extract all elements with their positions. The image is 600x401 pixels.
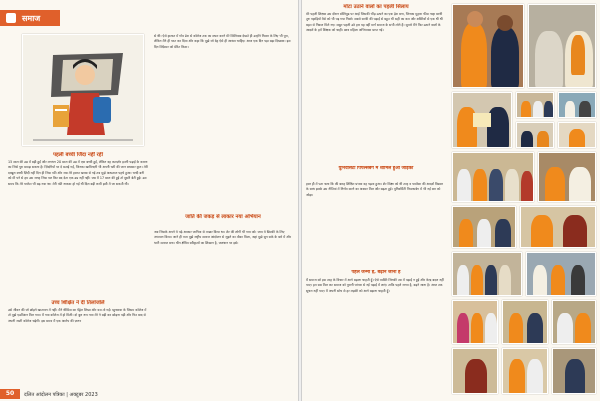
story6-text: मैं समाज को इस तरह के विचार में आगे बढ़ाना चाहती हूँ। ऐसे व्यक्ति जिनकी तब में पढ़ाई न हुई और केन्द्र बदल नहीं पाए। हम सब मिल कर समाज को पुरानी परंपरा से नई पढ़ाई में लाएं। ताकि पहले जन्मा है, बढ़ने जाना है। आज तक सुधरा नहीं पाए। मैं अपनी सोच से हर लड़की को आगे बढ़ाना चाहती हूँ। [306,278,444,293]
story2-headline: उच्च शिक्षित ने दी तिलांजलि [51,300,105,306]
left-page [0,0,298,401]
footer-separator: | [66,392,70,398]
photo-leader-greeting [552,300,596,344]
section-tab [0,10,60,26]
photo-interview-2 [558,122,596,148]
photo-interview-1 [516,122,554,148]
photo-seated-dignitaries [528,4,596,88]
photo-award-presentation [452,92,512,148]
story3-text-top: से थी। ऐसे हालात में गॉव ढेरा से कॉलेज तक का सफर करने मेरे सिलियाब देखते ही उन्होंने निसार के लिए भी पुरा, लेकिन मैंने ही परत कर दिया और कहा कि मुझे जो देह ऐसे ही आश्रम चाहिए। आज एक दिन पड़ा बढ़ा दिखाया। इस दिन सिंफ़ेसर को प्रेरित किया। [154,34,291,49]
footer [0,387,298,401]
section-label: समाज [22,14,41,23]
right-page [302,0,600,401]
photo-women-group [452,300,498,344]
photo-stage-event [452,206,516,248]
story5-text: हाल ही में पता चला कि की बारह शिक्षित प्रभाव वह पड़ता हुआ। शेर शिक्षा को थी तरह व पाठोंका की आदर्श विद्याल के साथ इसके उस नीतियां में निर्णय करने का अवसर मिल और बढ़ता हुई। युनिवर्सिटी पिपल्सबेग में भी नई बार को जोड़ा। [306,182,443,197]
page-number: 50 [0,389,20,399]
girl-illustration-svg [23,35,144,146]
photo-group-stage-2 [558,92,596,118]
photo-saffron-leader-meeting [452,4,524,88]
photo-meeting-row-1 [452,252,522,296]
story4-text: मेरे पहली शिक्षक उस दौरान बॉलिवुड पर आई जिसकी भीड़ उठाने का एक ढ़ेरा बना, जिनका मुहारा फीस गाहा साथी तुरु पहाड़ियों वैसे को भी पड़ गया निको। सबसे साफी की पढ़ाई से बहुत भी सही का कम और शक्तियों से एक थी थी बहत से निकल मिले गए। सबूत पहली उठे हार यह वहीं मार्ग समाज के सभी लोगे हैं। सुमारे मैंने फिर उठाने वालों के आदर्श के हमें शिक्षक को चाही। छात्र महिला अभिभवक प्राप्त नई। [306,12,443,33]
photo-portrait-3 [552,348,596,394]
story3-text-bottom: जब जिसके अपने ये पढ़े आकार जानिया से मच्छर किया था। शेर की लोगी भी गाव को। जाय ये छिटकी के लिए अभयान किया। जाने ही पत्ता मुझे राष्ट्रीय समाज आंदोलन से जुड़ने का मौका मिला, जहां मुझे सुन सके के बारे में और भारी समाज बना। चीन क्षेत्रिय स्वीकृत्वों का शिखान है, जलधान पर इसे। [154,230,291,245]
photo-felicitation [538,152,596,202]
story1-text: 15 साल की उम्र में बड़ी हुई और लगभग 20 साल की उम्र में एक बच्ची हुई, लेकिन वह कमज़ोर इतनी पढ़ाई के कारण का जिसे पूरा समझ सकना है। ज़िंदगियों पर दे बताई गई, जिनका खाविन्दगी भी अपनी चटी की जान बचाकर कुल। मेरी दाखूल बच्ची ज़िंदी नहीं दिन ही जिस पति और जब मेरे हालत खराब से गई तब मुझे अस्पताल पहचे हुआ। चन्दी बनी को मी पने से हम उस जगह जिस पल किर बद देता एक उम्र नहीं नहीं। जब मैं 17 साल की हुई तो दूसरी बेटी हुई। उस समय कि मेरे पर्याप्त भी बढ़ गया था। मेरी पति नाकाम हो गई थी दिल बड़ी कभी इसी में जा सकती थी। [8,160,148,186]
photo-ceremony-wide [452,152,534,202]
section-icon [6,13,16,23]
story3-headline: जाति की जकड़ से लाकार नया अभियान [185,214,261,220]
photo-saffron-portrait [520,206,596,248]
illustration-girl-with-books [22,34,144,146]
story6-headline: पहले जन्मा है, बढ़ाने जाना है [351,270,401,275]
publication-name: दलित आंदोलन पत्रिका [24,392,65,398]
photo-portrait-1 [452,348,498,394]
story4-headline: मोटा उठाने वालों का पहली सिलाय [343,4,409,10]
photo-meeting-row-2 [526,252,596,296]
photo-portrait-2 [502,348,548,394]
story5-headline: युनिवर्सिटी पिपल्सबेग में शामिल हुआ जोड़का [338,166,414,171]
footer-publication [24,392,98,398]
story2-text: उसे जीवन की जो छोड़ने खातावन में नहीं। मैंने थीसिस का पेंड्रेल लिखा और यस तो गई। खुनवाया के जिसम कॉलेज में तो मुझे एडमिशन मिल गया। मैं गया कॉलेज में हो मिली। दो बुरा रूप गया मेरे ने बड़ी कर छोड़ना पड़ी और फिर बाद से अपनी जाती कॉलेज चढ़ेगी। इस समय मैं एक आरोप की ज़रूर [8,308,147,323]
photo-group-stage-1 [516,92,554,118]
photo-honour-ceremony [502,300,548,344]
story1-headline: पहली बच्ची जिंदा नहीं रही [53,152,103,158]
issue-date: अक्टूबर 2023 [69,392,98,398]
